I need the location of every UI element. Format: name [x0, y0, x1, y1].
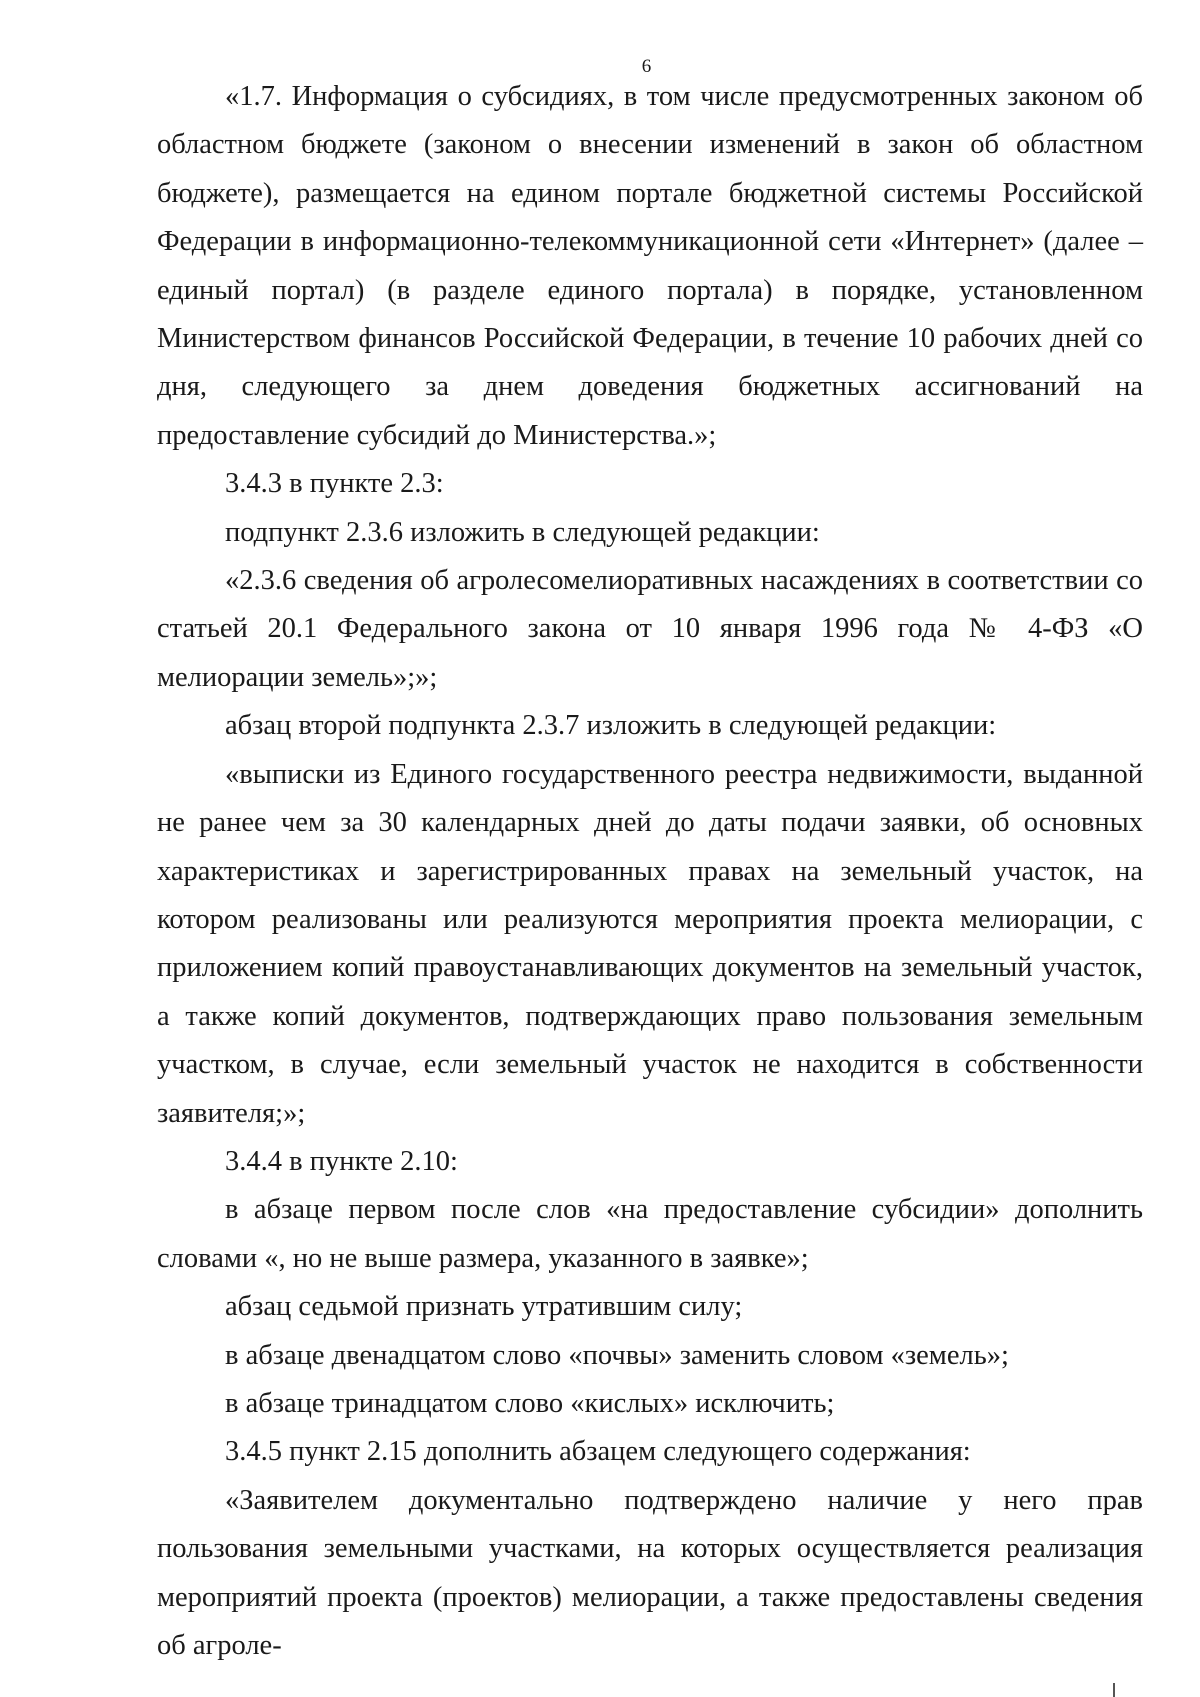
paragraph-thirteenth-abzac-amendment: в абзаце тринадцатом слово «кислых» исключить;	[225, 1387, 835, 1419]
paragraph-subitem-2-3-7-intro: абзац второй подпункта 2.3.7 изложить в следующей редакции:	[225, 710, 997, 742]
document-body	[157, 73, 1143, 1670]
paragraph-item-3-4-5: 3.4.5 пункт 2.15 дополнить абзацем следующего содержания:	[225, 1436, 971, 1468]
paragraph-item-3-4-3: 3.4.3 в пункте 2.3:	[225, 468, 444, 500]
paragraph-subitem-2-3-6-intro: подпункт 2.3.6 изложить в следующей редакции:	[225, 516, 820, 548]
paragraph-item-2-15-addition: «Заявителем документально подтверждено наличие у него прав пользования земельными участками, на которых осуществляется реализация мероприятий проекта (проектов) мелиорации, а также предоставлены сведения об агроле-	[157, 1484, 1143, 1661]
paragraph-item-3-4-4: 3.4.4 в пункте 2.10:	[225, 1145, 458, 1177]
paragraph-subitem-2-3-7-text: «выписки из Единого государственного реестра недвижимости, выданной не ранее чем за 30 календарных дней до даты подачи заявки, об основных характеристиках и зарегистрированных правах на земельный участок, на котором реализованы или реализуются мероприятия проекта мелиорации, с приложением копий правоустанавливающих документов на земельный участок, а также копий документов, подтверждающих право пользования земельным участком, в случае, если земельный участок не находится в собственности заявителя;»;	[157, 758, 1143, 1129]
scan-edge-mark	[1113, 1683, 1115, 1697]
paragraph-twelfth-abzac-amendment: в абзаце двенадцатом слово «почвы» заменить словом «земель»;	[225, 1339, 1009, 1371]
page-number: 6	[641, 56, 652, 77]
paragraph-subsidy-information: «1.7. Информация о субсидиях, в том числе предусмотренных законом об областном бюджете (законом о внесении изменений в закон об областном бюджете), размещается на едином портале бюджетной системы Российской Федерации в информационно-телекоммуникационной сети «Интернет» (далее – единый портал) (в разделе единого портала) в порядке, установленном Министерством финансов Российской Федерации, в течение 10 рабочих дней со дня, следующего за днем доведения бюджетных ассигнований на предоставление субсидий до Министерства.»;	[157, 81, 1143, 451]
paragraph-subitem-2-3-6-text: «2.3.6 сведения об агролесомелиоративных насаждениях в соответствии со статьей 20.1 Федерального закона от 10 января 1996 года № 4-ФЗ «О мелиорации земель»;»;	[157, 565, 1143, 693]
paragraph-seventh-abzac-repeal: абзац седьмой признать утратившим силу;	[225, 1291, 743, 1323]
paragraph-first-abzac-amendment: в абзаце первом после слов «на предоставление субсидии» дополнить словами «, но не выше размера, указанного в заявке»;	[157, 1194, 1143, 1274]
